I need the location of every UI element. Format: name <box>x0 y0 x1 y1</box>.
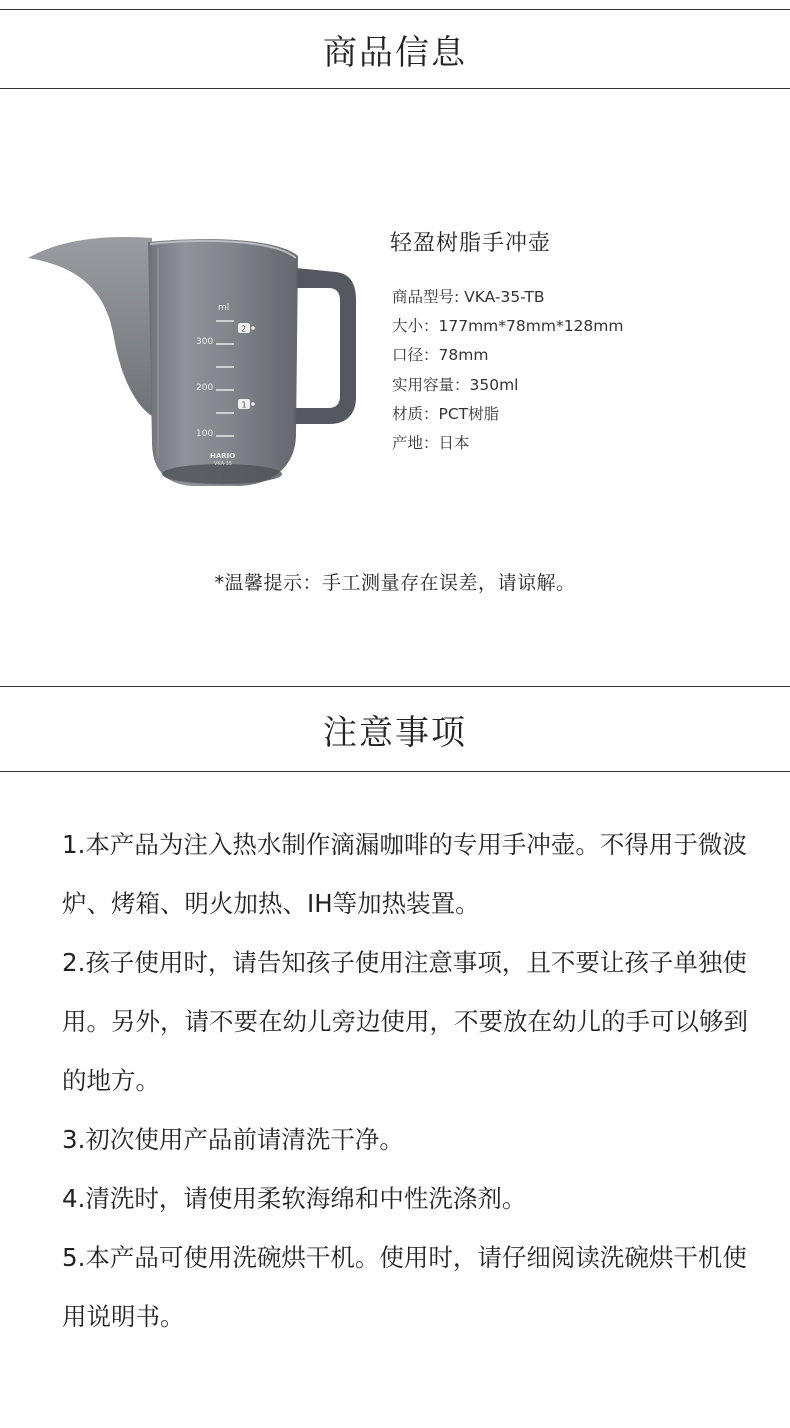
section-header-notes <box>0 686 790 772</box>
spec-capacity: 实用容量：350ml <box>392 375 519 394</box>
model-marking: VKA-35 <box>214 461 233 467</box>
product-name: 轻盈树脂手冲壶 <box>390 231 552 256</box>
product-specs <box>392 283 624 458</box>
cup-mark-2: 2 <box>241 324 247 334</box>
graduation-100: 100 <box>196 429 214 439</box>
graduation-200: 200 <box>196 383 214 393</box>
spec-diameter: 口径：78mm <box>392 346 489 365</box>
cup-mark-1: 1 <box>241 400 247 410</box>
section-title-notes: 注意事项 <box>323 712 467 753</box>
note-item: 3.初次使用产品前请清洗干净。 <box>62 1125 404 1154</box>
brand-logo: HARIO <box>210 452 236 460</box>
notes-list <box>62 815 752 1346</box>
graduation-300: 300 <box>196 337 214 347</box>
spec-material: 材质：PCT树脂 <box>392 404 500 423</box>
section-title-product-info: 商品信息 <box>323 32 467 73</box>
note-item: 4.清洗时，请使用柔软海绵和中性洗涤剂。 <box>62 1184 527 1213</box>
kettle-image <box>26 228 372 496</box>
unit-marking: ml <box>218 303 230 313</box>
spec-model: 商品型号: VKA-35-TB <box>392 288 545 306</box>
note-item: 5.本产品可使用洗碗烘干机。使用时，请仔细阅读洗碗烘干机使用说明书。 <box>62 1243 747 1331</box>
spec-origin: 产地：日本 <box>392 434 470 453</box>
note-item: 2.孩子使用时，请告知孩子使用注意事项，且不要让孩子单独使用。另外，请不要在幼儿旁边使用，不要放在幼儿的手可以够到的地方。 <box>62 948 748 1095</box>
spec-size: 大小：177mm*78mm*128mm <box>392 317 624 336</box>
measurement-tip: *温馨提示：手工测量存在误差，请谅解。 <box>214 572 576 594</box>
section-header-product-info <box>0 9 790 89</box>
note-item: 1.本产品为注入热水制作滴漏咖啡的专用手冲壶。不得用于微波炉、烤箱、明火加热、IH等加热装置。 <box>62 830 747 918</box>
